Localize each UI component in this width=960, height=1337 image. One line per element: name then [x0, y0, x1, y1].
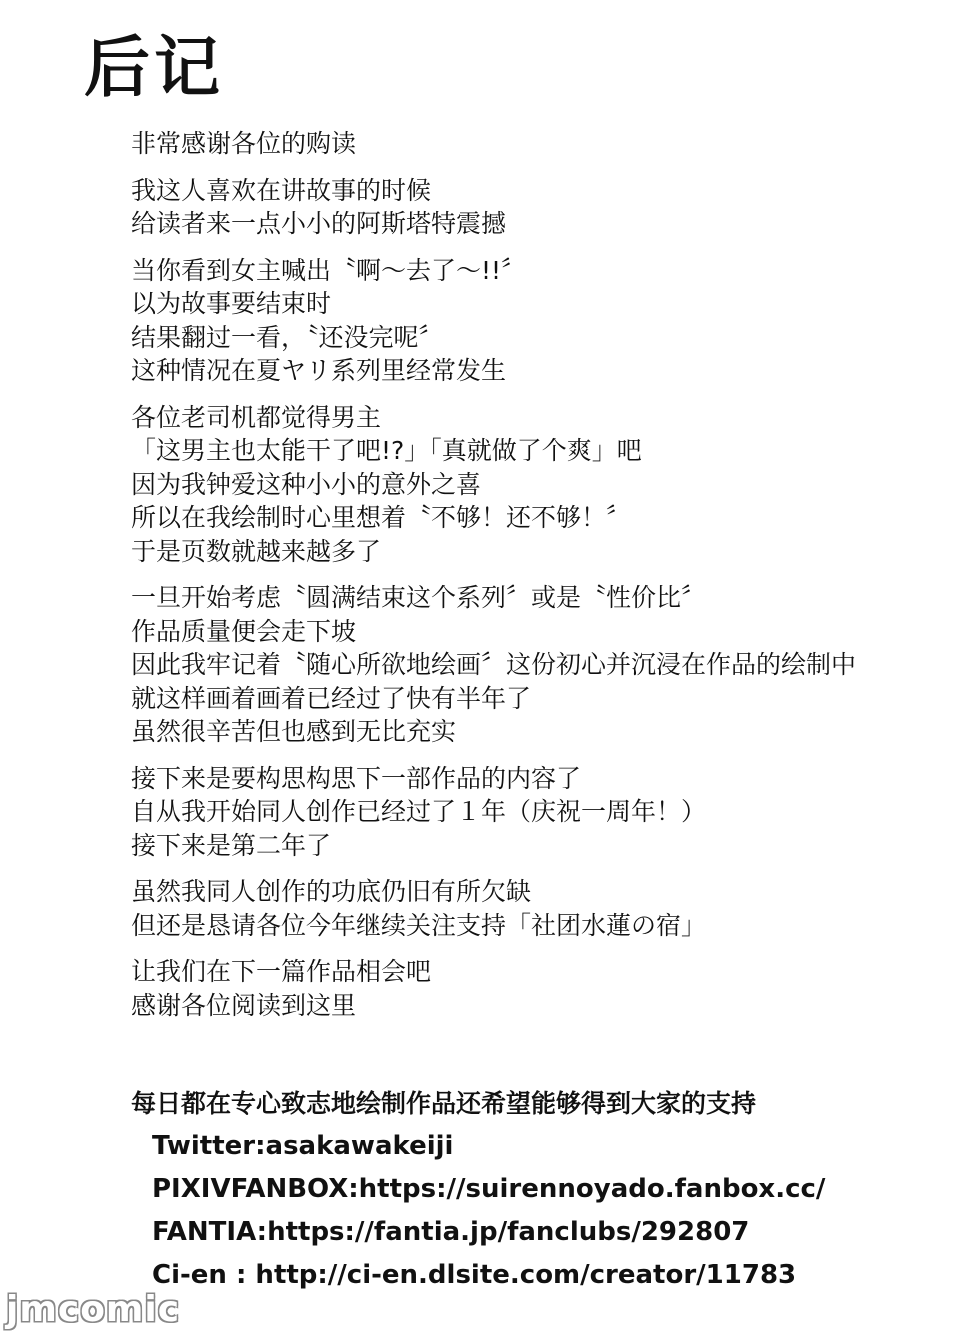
- text-line: 作品质量便会走下坡: [131, 616, 357, 646]
- paragraph: [131, 762, 951, 863]
- footer-heading: 每日都在专心致志地绘制作品还希望能够得到大家的支持: [131, 1089, 757, 1118]
- text-line: 虽然很辛苦但也感到无比充实: [131, 717, 457, 746]
- text-line: 结果翻过一看，〝还没完呢〞: [131, 322, 444, 352]
- text-line: 虽然我同人创作的功底仍旧有所欠缺: [131, 877, 532, 906]
- text-line: 「这男主也太能干了吧!?」「真就做了个爽」吧: [131, 436, 642, 465]
- text-line: 接下来是要构思构思下一部作品的内容了: [131, 763, 582, 793]
- text-line: 因此我牢记着〝随心所欲地绘画〞这份初心并沉浸在作品的绘制中: [131, 650, 857, 679]
- ci-en-link: Ci-en : http://ci-en.dlsite.com/creator/11783: [152, 1260, 797, 1290]
- text-line: 接下来是第二年了: [131, 830, 332, 860]
- paragraph: [131, 127, 951, 161]
- text-line: 给读者来一点小小的阿斯塔特震撼: [131, 209, 507, 238]
- paragraph: [131, 875, 951, 942]
- paragraph: [131, 581, 951, 749]
- fanbox-link: PIXIVFANBOX:https://suirennoyado.fanbox.cc/: [152, 1174, 826, 1204]
- twitter-link: Twitter:asakawakeiji: [152, 1131, 454, 1161]
- text-line: 这种情况在夏ヤリ系列里经常发生: [131, 356, 507, 385]
- text-line: 感谢各位阅读到这里: [131, 990, 357, 1020]
- text-line: 所以在我绘制时心里想着〝不够！还不够！〞: [131, 503, 632, 532]
- text-line: 自从我开始同人创作已经过了１年（庆祝一周年！）: [131, 797, 707, 826]
- text-line: 就这样画着画着已经过了快有半年了: [131, 683, 532, 713]
- text-line: 但还是恳请各位今年继续关注支持「社团水蓮の宿」: [131, 910, 707, 940]
- text-line: 非常感谢各位的购读: [131, 129, 357, 158]
- text-line: 我这人喜欢在讲故事的时候: [131, 175, 432, 205]
- text-line: 一旦开始考虑〝圆满结束这个系列〞或是〝性价比〞: [131, 583, 707, 612]
- text-line: 以为故事要结束时: [131, 289, 332, 318]
- text-line: 各位老司机都觉得男主: [131, 402, 382, 432]
- afterword-body: [131, 127, 951, 1022]
- fantia-link: FANTIA:https://fantia.jp/fanclubs/292807: [152, 1217, 750, 1247]
- text-line: 让我们在下一篇作品相会吧: [131, 957, 432, 986]
- paragraph: [131, 174, 951, 241]
- contact-footer: [131, 1083, 951, 1297]
- text-line: 于是页数就越来越多了: [131, 536, 382, 566]
- text-line: 当你看到女主喊出〝啊～去了～!!〞: [131, 255, 527, 285]
- paragraph: [131, 401, 951, 569]
- text-line: 因为我钟爱这种小小的意外之喜: [131, 469, 482, 499]
- watermark-logo: jmcomic: [6, 1289, 181, 1330]
- page-title: 后记: [84, 29, 224, 106]
- paragraph: [131, 254, 951, 388]
- paragraph: [131, 955, 951, 1022]
